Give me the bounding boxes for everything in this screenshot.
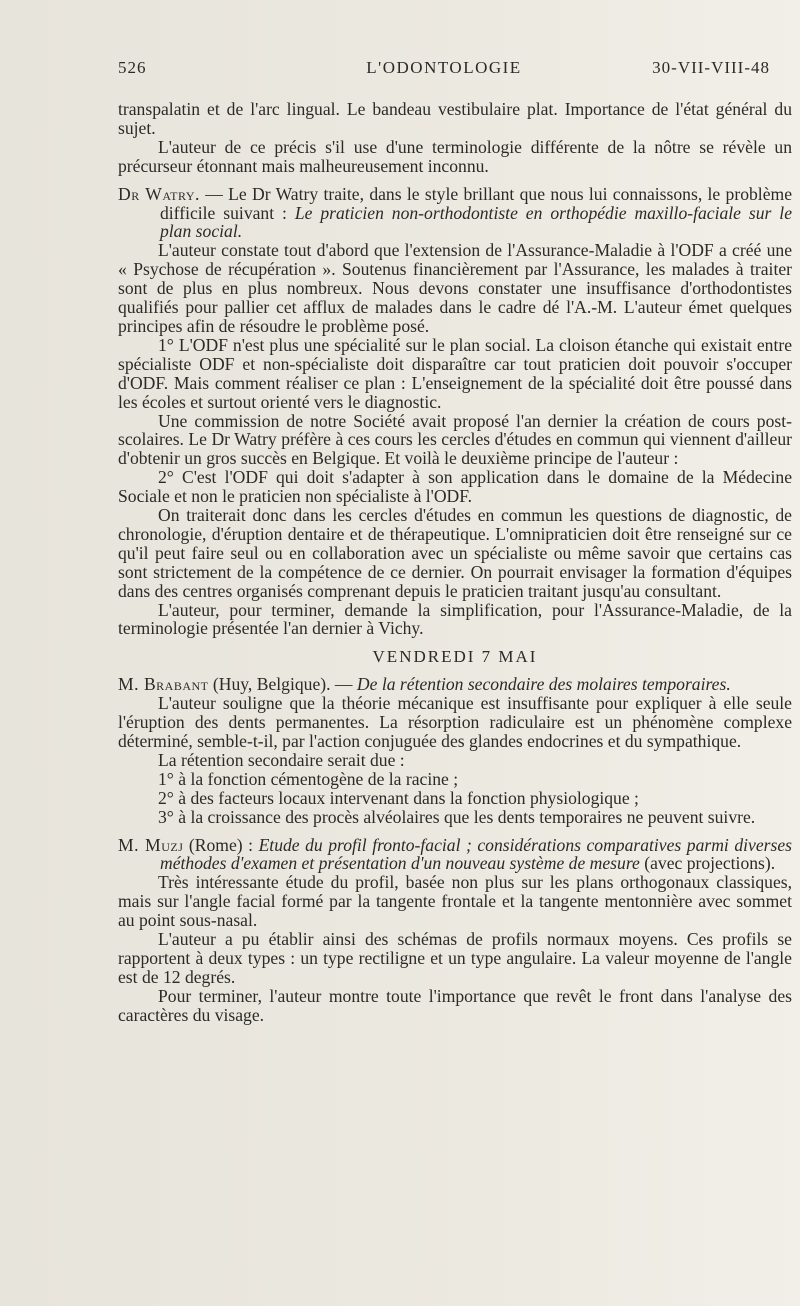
paragraph: Très intéressante étude du profil, basée non plus sur les plans orthogonaux classiques, mais sur l'angle facial formé par la tangente frontale et la tangente mentonnière avec sommet au point sous-nasal.	[118, 872, 792, 931]
paragraph: L'auteur, pour terminer, demande la simplification, pour l'Assurance-Maladie, de la terminologie présentée l'an dernier à Vichy.	[118, 599, 792, 639]
entry-intro: (Rome) :	[188, 834, 254, 855]
entry-author: Dr Watry.	[118, 183, 200, 204]
entry-watry	[118, 185, 792, 242]
article-body	[118, 100, 792, 1025]
running-header	[118, 58, 770, 82]
paragraph: L'auteur constate tout d'abord que l'extension de l'Assurance-Maladie à l'ODF a créé une « Psychose de récupération ». Soutenus financièrement par l'Assurance, les malades à traiter sont de plus en plus nombreux. Nous devons constater une insuffisance d'orthodontistes qualifiés pour pallier cet afflux de malades dans le cadre dé l'A.-M. L'auteur émet quelques principes afin de résoudre le problème posé.	[118, 240, 792, 336]
entry-author: M. Muzj	[118, 834, 184, 855]
paragraph: L'auteur de ce précis s'il use d'une terminologie différente de la nôtre se révèle un précurseur étonnant mais malheureusement inconnu.	[118, 136, 792, 176]
paragraph: 2° C'est l'ODF qui doit s'adapter à son application dans le domaine de la Médecine Sociale et non le praticien non spécialiste à l'ODF.	[118, 467, 792, 507]
paragraph: transpalatin et de l'arc lingual. Le bandeau vestibulaire plat. Importance de l'état général du sujet.	[118, 99, 792, 138]
list-item: 1° à la fonction cémentogène de la racine ;	[158, 768, 459, 789]
section-heading: VENDREDI 7 MAI	[372, 647, 538, 667]
paragraph: On traiterait donc dans les cercles d'études en commun les questions de diagnostic, de chronologie, d'éruption dentaire et de thérapeutique. L'omnipraticien doit être renseigné sur ce qu'il peut faire seul ou en collaboration avec un spécialiste ou même savoir que certains cas sont strictement de la compétence de ce dernier. On pourrait envisager la formation d'équipes dans des centres organisés comprenant depuis le praticien traitant jusqu'au consultant.	[118, 505, 792, 601]
entry-brabant	[118, 675, 792, 694]
entry-title: Le praticien non-orthodontiste en orthopédie maxillo-faciale sur le plan social.	[160, 202, 793, 242]
paragraph: Pour terminer, l'auteur montre toute l'importance que revêt le front dans l'analyse des caractères du visage.	[118, 985, 792, 1025]
paragraph: L'auteur a pu établir ainsi des schémas de profils normaux moyens. Ces profils se rapportent à deux types : un type rectiligne et un type angulaire. La valeur moyenne de l'angle est de 12 degrés.	[118, 929, 792, 987]
page-number: 526	[118, 58, 147, 77]
list-item: 3° à la croissance des procès alvéolaires que les dents temporaires ne peuvent suivre.	[158, 806, 756, 827]
entry-muzj	[118, 836, 792, 874]
entry-title: De la rétention secondaire des molaires temporaires.	[356, 674, 731, 695]
entry-title: Etude du profil fronto-facial ; considérations comparatives parmi diverses méthodes d'examen et présentation d'un nouveau système de mesure	[160, 834, 792, 874]
entry-intro: (Huy, Belgique). —	[212, 674, 353, 695]
paragraph: La rétention secondaire serait due :	[158, 749, 405, 770]
entry-note: (avec projections).	[644, 853, 776, 874]
paragraph: L'auteur souligne que la théorie mécanique est insuffisante pour expliquer à elle seule l'éruption des dents permanentes. La résorption radiculaire est un phénomène complexe déterminé, semble-t-il, par l'action conjuguée des glandes endocrines et du sympathique.	[118, 693, 792, 751]
paragraph: Une commission de notre Société avait proposé l'an dernier la création de cours post-scolaires. Le Dr Watry préfère à ces cours les cercles d'études en commun qui viennent d'ailleur d'obtenir un gros succès en Belgique. Et voilà le deuxième principe de l'auteur :	[118, 410, 792, 469]
paragraph: 1° L'ODF n'est plus une spécialité sur le plan social. La cloison étanche qui existait entre spécialiste ODF et non-spécialiste doit disparaître car tout praticien doit pouvoir s'occuper d'ODF. Mais comment réaliser ce plan : L'enseignement de la spécialité doit être poussé dans les écoles et surtout orienté vers le diagnostic.	[118, 334, 792, 412]
journal-title: L'ODONTOLOGIE	[366, 58, 522, 77]
list-item: 2° à des facteurs locaux intervenant dans la fonction physiologique ;	[158, 787, 639, 808]
entry-author: M. Brabant	[118, 674, 209, 695]
entry-intro: — Le Dr Watry traite, dans le style brillant que nous lui connaissons, le problème difficile suivant :	[160, 183, 793, 223]
issue-date: 30-VII-VIII-48	[652, 58, 770, 77]
